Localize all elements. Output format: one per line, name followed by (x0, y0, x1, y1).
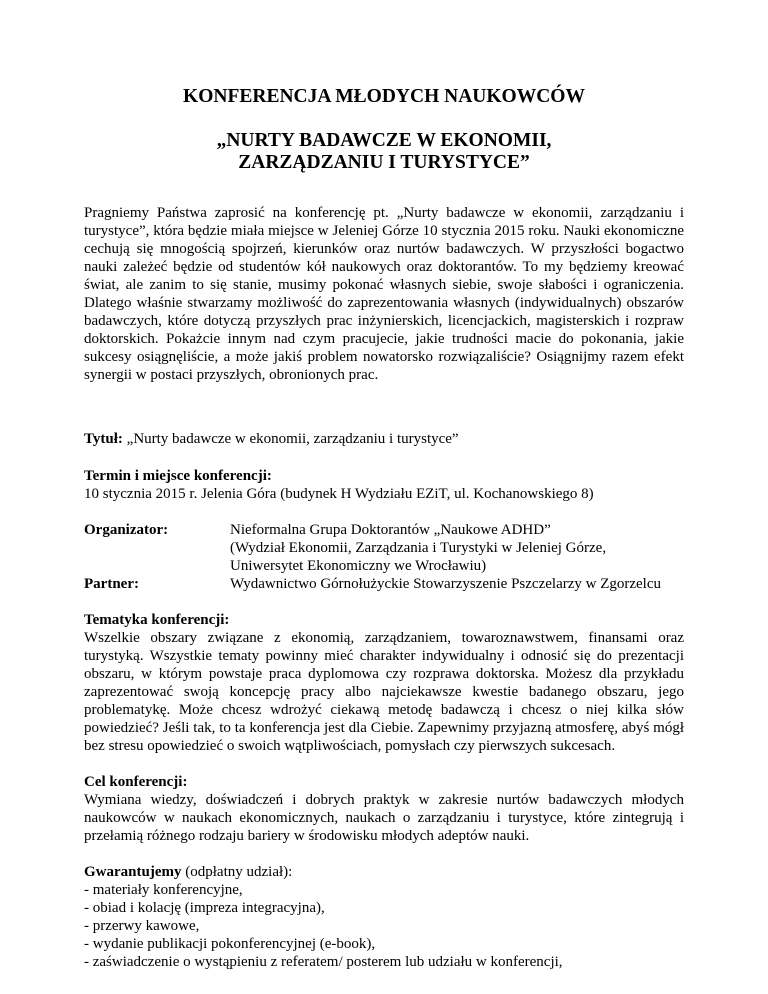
organizer-section (84, 521, 684, 593)
organizer-line-1: Nieformalna Grupa Doktorantów „Naukowe ADHD” (230, 522, 551, 538)
organizer-line-2: (Wydział Ekonomii, Zarządzania i Turystyki w Jeleniej Górze, (230, 540, 607, 556)
title-label: Tytuł: (84, 431, 123, 447)
title-section (84, 430, 684, 448)
goal-label: Cel konferencji: (84, 774, 188, 790)
list-item: - wydanie publikacji pokonferencyjnej (e-book), (84, 936, 376, 952)
partner-label: Partner: (84, 576, 139, 592)
title-value: „Nurty badawcze w ekonomii, zarządzaniu i turystyce” (126, 431, 459, 447)
topics-label: Tematyka konferencji: (84, 612, 230, 628)
topics-section (84, 611, 684, 755)
page-title: KONFERENCJA MŁODYCH NAUKOWCÓW (183, 86, 585, 107)
date-location-section (84, 467, 684, 503)
date-location-value: 10 stycznia 2015 r. Jelenia Góra (budynek H Wydziału EZiT, ul. Kochanowskiego 8) (84, 486, 594, 502)
intro-paragraph: Pragniemy Państwa zaprosić na konferencję pt. „Nurty badawcze w ekonomii, zarządzaniu i turystyce”, która będzie miała miejsce w Jeleniej Górze 10 stycznia 2015 roku. Nauki ekonomiczne cechują się mnogością spojrzeń, kierunków oraz nurtów badawczych. W przyszłości bogactwo nauki zależeć będzie od studentów kół naukowych oraz doktorantów. To my będziemy kreować świat, ale zanim to się stanie, musimy pokonać własnych siebie, swoje słabości i ograniczenia. Dlatego właśnie stwarzamy możliwość do zaprezentowania własnych (indywidualnych) obszarów badawczych, które dotyczą przyszłych prac inżynierskich, licencjackich, magisterskich i rozpraw doktorskich. Pokażcie innym nad czym pracujecie, jakie trudności macie do pokonania, jakie sukcesy osiągnęliście, a może jakiś problem nowatorsko rozwiązaliście? Osiągnijmy razem efekt synergii w postaci przyszłych, obronionych prac. (84, 205, 684, 383)
organizer-value (230, 521, 690, 593)
organizer-line-3: Uniwersytet Ekonomiczny we Wrocławiu) (230, 558, 487, 574)
guarantee-note: (odpłatny udział): (181, 864, 293, 880)
organizer-label: Organizator: (84, 522, 169, 538)
list-item: - materiały konferencyjne, (84, 882, 243, 898)
list-item: - obiad i kolację (impreza integracyjna), (84, 900, 325, 916)
guarantee-list (84, 881, 684, 971)
goal-section (84, 773, 684, 845)
goal-value: Wymiana wiedzy, doświadczeń i dobrych praktyk w zakresie nurtów badawczych młodych naukowców w naukach ekonomicznych, naukach o zarządzaniu i turystyce, które zintegrują i przełamią różnego rodzaju bariery w środowisku młodych adeptów nauki. (84, 792, 684, 844)
list-item: - przerwy kawowe, (84, 918, 200, 934)
guarantee-section (84, 863, 684, 971)
subtitle-line-1: „NURTY BADAWCZE W EKONOMII, (216, 130, 552, 151)
list-item: - zaświadczenie o wystąpieniu z referatem/ posterem lub udziału w konferencji, (84, 954, 563, 970)
partner-value: Wydawnictwo Górnołużyckie Stowarzyszenie Pszczelarzy w Zgorzelcu (230, 576, 662, 592)
conference-subtitle (84, 130, 684, 174)
date-location-label: Termin i miejsce konferencji: (84, 468, 272, 484)
topics-value: Wszelkie obszary związane z ekonomią, zarządzaniem, towaroznawstwem, finansami oraz turystyką. Wszystkie tematy powinny mieć charakter indywidualny i odnosić się do prezentacji obszaru, w którym powstaje praca dyplomowa czy rozprawa doktorska. Możesz dla przykładu zaprezentować swoją koncepcję pracy albo najciekawsze kwestie badanego obszaru, jego problematykę. Może chcesz wdrożyć ciekawą metodę badawczą i chcesz o niej kilka słów powiedzieć? Jeśli tak, to ta konferencja jest dla Ciebie. Zapewnimy przyjazną atmosferę, abyś mógł bez stresu opowiedzieć o swoich wątpliwościach, pomysłach czy pierwszych sukcesach. (84, 630, 684, 754)
guarantee-label: Gwarantujemy (84, 864, 182, 880)
subtitle-line-2: ZARZĄDZANIU I TURYSTYCE” (238, 152, 530, 173)
